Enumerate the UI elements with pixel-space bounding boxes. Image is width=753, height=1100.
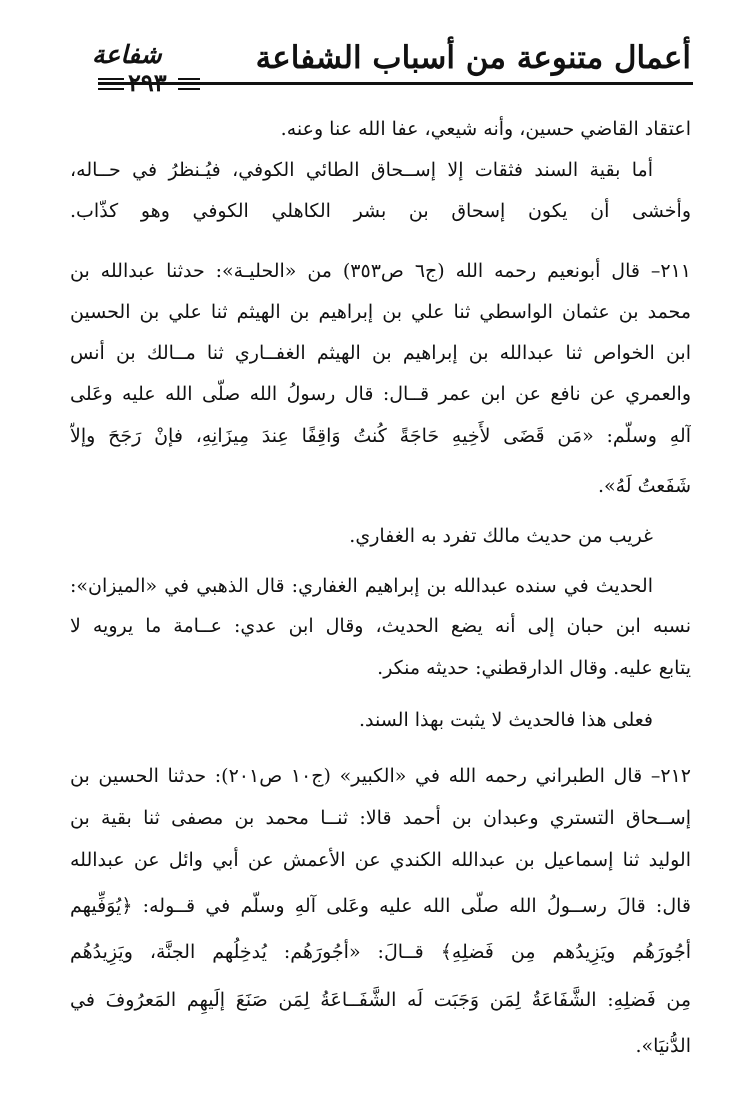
text-line: إســحاق التستري وعبدان بن أحمد قالا: ثنــا محمد بن مصفى ثنا بقية بن xyxy=(70,807,691,829)
text-line: الحديث في سنده عبدالله بن إبراهيم الغفاري: قال الذهبي في «الميزان»: xyxy=(70,575,653,597)
text-line: يتابع عليه. وقال الدارقطني: حديثه منكر. xyxy=(377,657,691,679)
page-number-rule-right-1 xyxy=(178,78,200,80)
text-line: غريب من حديث مالك تفرد به الغفاري. xyxy=(349,525,653,547)
text-line: آلهِ وسلّم: «مَن قَضَى لأَخِيهِ حَاجَةً كُنتُ وَاقِفًا عِندَ مِيزَانِهِ، فإنْ رَجَحَ وإلاّ xyxy=(70,425,691,447)
page-number-rule-left-1 xyxy=(98,78,124,80)
page-number-rule-right-2 xyxy=(178,88,200,90)
text-line: أما بقية السند فثقات إلا إســحاق الطائي الكوفي، فيُـنظرُ في حــاله، xyxy=(70,159,653,181)
text-line: شَفَعتُ لَهُ». xyxy=(597,475,691,497)
text-line: محمد بن عثمان الواسطي ثنا علي بن إبراهيم بن الهيثم ثنا علي بن الحسين xyxy=(70,301,691,323)
page-number-rule-left-2 xyxy=(98,88,124,90)
text-line: اعتقاد القاضي حسين، وأنه شيعي، عفا الله عنا وعنه. xyxy=(280,118,691,140)
running-title: أعمال متنوعة من أسباب الشفاعة xyxy=(255,40,691,76)
text-line: الدُّنيَا». xyxy=(635,1035,691,1057)
text-line: فعلى هذا فالحديث لا يثبت بهذا السند. xyxy=(358,709,653,731)
text-line: وأخشى أن يكون إسحاق بن بشر الكاهلي الكوفي وهو كذّاب. xyxy=(70,200,691,222)
text-line: الوليد ثنا إسماعيل بن عبدالله الكندي عن الأعمش عن أبي وائل عن عبدالله xyxy=(70,849,691,871)
text-line: قال: قالَ رســولُ الله صلّى الله عليه وعَلى آلهِ وسلّم في قــوله: ﴿يُوَفِّيهم xyxy=(70,895,691,917)
text-line: ٢١٢– قال الطبراني رحمه الله في «الكبير» (ج١٠ ص٢٠١): حدثنا الحسين بن xyxy=(70,765,691,787)
text-line: نسبه ابن حبان إلى أنه يضع الحديث، وقال ابن عدي: عــامة ما يرويه لا xyxy=(70,615,691,637)
header-rule xyxy=(98,82,693,85)
logo-mark: شفاعة xyxy=(92,40,162,69)
text-line: أجُورَهُم ويَزِيدُهم مِن فَضلِهِ﴾ قــالَ: «أجُورَهُم: يُدخِلُهم الجنَّة، ويَزِيدُهُم xyxy=(70,941,691,963)
text-line: ابن الخواص ثنا عبدالله بن إبراهيم بن الهيثم الغفــاري ثنا مــالك بن أنس xyxy=(70,342,691,364)
text-line: مِن فَضلِهِ: الشَّفَاعَةُ لِمَن وَجَبَت لَه الشَّفَــاعَةُ لِمَن صَنَعَ إلَيهِم المَعرُوفَ في xyxy=(70,989,691,1011)
text-line: ٢١١– قال أبونعيم رحمه الله (ج٦ ص٣٥٣) من «الحليـة»: حدثنا عبدالله بن xyxy=(70,260,691,282)
text-line: والعمري عن نافع عن ابن عمر قــال: قال رسولُ الله صلّى الله عليه وعَلى xyxy=(70,383,691,405)
page-number: ٢٩٣ xyxy=(128,68,167,97)
